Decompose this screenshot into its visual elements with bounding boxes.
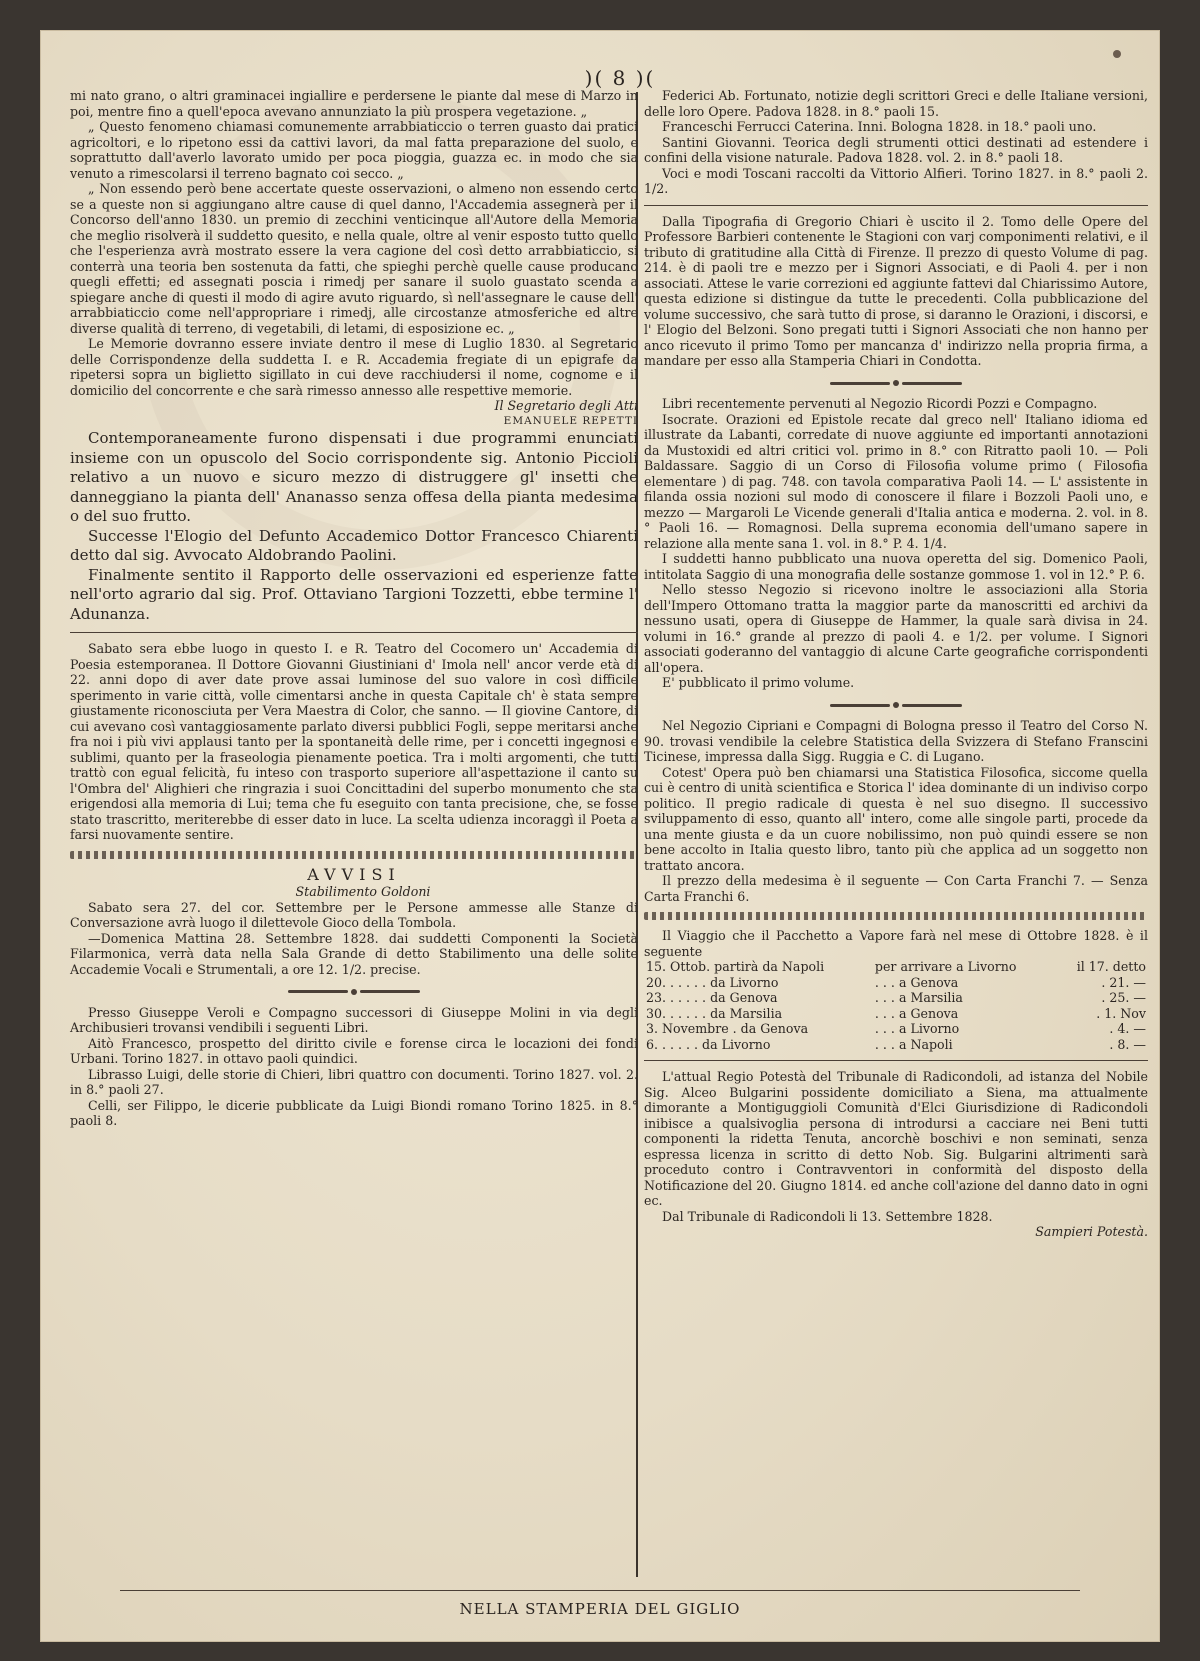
signature-title: Il Segretario degli Atti <box>494 398 638 413</box>
section-rule <box>644 1060 1148 1061</box>
section-rule <box>644 205 1148 206</box>
paragraph: Le Memorie dovranno essere inviate dentro il mese di Luglio 1830. al Segretario delle Corrispondenze della suddetta I. e R. Accademia fregiate di un epigrafe da ripetersi sopra un biglietto sigillato in cui deve racchiudersi il nome, cognome e il domicilio del concorrente e che sarà rimesso annesso alle respettive memorie. <box>70 336 638 398</box>
paragraph: I suddetti hanno pubblicato una nuova operetta del sig. Domenico Paoli, intitolata Saggio di una monografia delle sostanze gommose 1. vol in 12.° P. 6. <box>644 551 1148 582</box>
section-heading: AVVISI <box>307 864 401 884</box>
table-row <box>644 990 1148 1006</box>
paragraph: Il prezzo della medesima è il seguente — Con Carta Franchi 7. — Senza Carta Franchi 6. <box>644 873 1148 904</box>
right-column <box>644 88 1148 1240</box>
schedule-arrival: . . . a Genova <box>874 1005 959 1021</box>
table-row <box>644 1006 1148 1022</box>
book-entry: Aitò Francesco, prospetto del diritto civile e forense circa le locazioni dei fondi Urbani. Torino 1827. in ottavo paoli quindici. <box>70 1035 638 1066</box>
book-entry: Santini Giovanni. Teorica degli strumenti ottici destinati ad estendere i confini della visione naturale. Padova 1828. vol. 2. in 8.° paoli 18. <box>644 134 1148 165</box>
schedule-date: . 8. — <box>1109 1036 1146 1052</box>
book-entry: Federici Ab. Fortunato, notizie degli scrittori Greci e delle Italiane versioni, delle loro Opere. Padova 1828. in 8.° paoli 15. <box>644 88 1148 119</box>
table-row <box>644 1021 1148 1037</box>
footer-rule <box>120 1590 1080 1591</box>
book-entry: Franceschi Ferrucci Caterina. Inni. Bologna 1828. in 18.° paoli uno. <box>662 119 1097 134</box>
section-rule <box>70 632 638 633</box>
paragraph: „ Non essendo però bene accertate queste osservazioni, o almeno non essendo certo se a queste non si aggiungano altre cause di quel danno, l'Accademia assegnerà per il Concorso dell'anno 1830. un premio di zecchini venticinque all'Autore della Memoria che meglio risolverà il suddetto quesito, e nella quale, oltre al venir esposto tutto quello che l'esperienza avrà mostrato essere la vera cagione del così detto arrabbiaticcio, si conterrà una teoria ben sostenuta da fatti, che spieghi perchè quelle cause producano quegli effetti; ed assegnati poscia i rimedj per sanare il suolo guastato scenda a spiegare anche di questi il modo di agire avuto riguardo, sì nell'assegnare le cause dell' arrabbiaticcio come nell'appropriare i rimedj, alle circostanze atmosferiche ed altre diverse qualità di terreno, di vegetabili, di letami, di esposizione ec. „ <box>70 181 638 336</box>
steamer-schedule <box>644 959 1148 1052</box>
ornamental-rule <box>644 912 1148 920</box>
schedule-date: . 4. — <box>1109 1021 1146 1036</box>
ornamental-rule <box>70 851 638 859</box>
signature-name: EMANUELE REPETTI <box>503 414 638 427</box>
paragraph: Nello stesso Negozio si ricevono inoltre le associazioni alla Storia dell'Impero Ottomano tratta la maggior parte da manoscritti ed archivi da nessuno usati, opera di Giuseppe de Hammer, la quale sarà divisa in 24. volumi in 16.° grande al prezzo di paoli 4. e 1/2. per volume. I Signori associati goderanno del vantaggio di alcune Carte geografiche corrispondenti all'opera. <box>644 582 1148 675</box>
table-row <box>644 975 1148 991</box>
schedule-arrival: per arrivare a Livorno <box>874 959 1017 974</box>
paragraph: Libri recentemente pervenuti al Negozio Ricordi Pozzi e Compagno. <box>662 396 1098 411</box>
paragraph: mi nato grano, o altri graminacei ingiallire e perdersene le piante dal mese di Marzo in poi, mentre fino a quell'epoca avevano annunziato la più prospera vegetazione. „ <box>70 88 638 119</box>
printer-imprint: NELLA STAMPERIA DEL GIGLIO <box>459 1600 741 1618</box>
section-subheading: Stabilimento Goldoni <box>295 884 431 899</box>
paragraph: Isocrate. Orazioni ed Epistole recate dal greco nell' Italiano idioma ed illustrate da Labanti, corredate di nuove aggiunte ed importanti annotazioni da Mustoxidi ed altri critici vol. primo in 8.° con Ritratto paoli 10. — Poli Baldassare. Saggio di un Corso di Filosofia volume primo ( Filosofia elementare ) di pag. 748. con tavola comparativa Paoli 14. — L' assistente in filanda ossia nozioni sul modo di conoscere il filare i Bozzoli Paoli uno, e mezzo — Margaroli Le Vicende generali d'Italia antica e moderna. 2. vol. in 8.° Paoli 16. — Romagnosi. Della suprema economia dell'umano sapere in relazione alla mente sana 1. vol. in 8.° P. 4. 1/4. <box>644 411 1148 551</box>
ornament-divider <box>70 983 638 999</box>
schedule-departure: 30. . . . . . da Marsilia <box>646 1005 783 1021</box>
paragraph: „ Questo fenomeno chiamasi comunemente arrabbiaticcio o terren guasto dai pratici agricoltori, e lo ripetono essi da cattivi lavori, da mal fatta preparazione del suolo, e soprattutto dall'averlo lavorato umido per poca pioggia, guazza ec. in modo che sia venuto a rimescolarsi il terreno bagnato coi secco. „ <box>70 119 638 181</box>
book-entry: Librasso Luigi, delle storie di Chieri, libri quattro con documenti. Torino 1827. vol. 2. in 8.° paoli 27. <box>70 1066 638 1097</box>
book-entry: Celli, ser Filippo, le dicerie pubblicate da Luigi Biondi romano Torino 1825. in 8.° paoli 8. <box>70 1097 638 1128</box>
schedule-arrival: . . . a Marsilia <box>874 990 963 1005</box>
paragraph: —Domenica Mattina 28. Settembre 1828. dai suddetti Componenti la Società Filarmonica, verrà data nella Sala Grande di detto Stabilimento una delle solite Accademie Vocali e Strumentali, a ore 12. 1/2. precise. <box>70 930 638 977</box>
paragraph: Sabato sera 27. del cor. Settembre per le Persone ammesse alle Stanze di Conversazione avrà luogo il dilettevole Gioco della Tombola. <box>70 899 638 930</box>
paragraph: Finalmente sentito il Rapporto delle osservazioni ed esperienze fatte nell'orto agrario dal sig. Prof. Ottaviano Targioni Tozzetti, ebbe termine l' Adunanza. <box>70 565 638 623</box>
schedule-arrival: . . . a Genova <box>874 974 959 990</box>
chiari-notice: Dalla Tipografia di Gregorio Chiari è uscito il 2. Tomo delle Opere del Professore Barbieri contenente le Stagioni con varj componimenti relativi, e il tributo di gratitudine alla Città di Firenze. Il prezzo di questo Volume di pag. 214. è di paoli tre e mezzo per i Signori Associati, e di Paoli 4. per i non associati. Attese le varie correzioni ed aggiunte fattevi dal Chiarissimo Autore, questa edizione si distingue da tutte le precedenti. Colla pubblicazione del volume successivo, che sarà tutto di prose, si daranno le Orazioni, i discorsi, e l' Elogio del Belzoni. Sono pregati tutti i Signori Associati che non hanno per anco ricevuto il primo Tomo per mancanza d' indirizzo nella propria firma, a mandare per esso alla Stamperia Chiari in Condotta. <box>644 213 1148 368</box>
schedule-arrival: . . . a Napoli <box>874 1036 953 1052</box>
notice-signature: Sampieri Potestà. <box>1035 1224 1148 1239</box>
schedule-departure: 20. . . . . . da Livorno <box>646 974 779 990</box>
schedule-date: . 21. — <box>1101 974 1146 990</box>
table-row <box>644 959 1148 975</box>
schedule-date: il 17. detto <box>1076 959 1146 974</box>
schedule-departure: 6. . . . . . da Livorno <box>646 1036 771 1052</box>
ornament-divider <box>644 375 1148 391</box>
notice-date: Dal Tribunale di Radicondoli li 13. Settembre 1828. <box>662 1208 993 1224</box>
paragraph: E' pubblicato il primo volume. <box>662 675 855 690</box>
schedule-date: . 1. Nov <box>1096 1005 1146 1021</box>
book-entry: Voci e modi Toscani raccolti da Vittorio Alfieri. Torino 1827. in 8.° paoli 2. 1/2. <box>644 165 1148 196</box>
paragraph: Contemporaneamente furono dispensati i due programmi enunciati insieme con un opuscolo del Socio corrispondente sig. Antonio Piccioli relativo a un nuovo e sicuro mezzo di distruggere gl' insetti che danneggiano la pianta dell' Ananasso senza offesa della pianta medesima o del suo frutto. <box>70 429 638 525</box>
schedule-departure: 3. Novembre . da Genova <box>646 1021 809 1036</box>
steamer-heading: Il Viaggio che il Pacchetto a Vapore farà nel mese di Ottobre 1828. è il seguente <box>644 928 1148 959</box>
schedule-date: . 25. — <box>1101 990 1146 1005</box>
schedule-departure: 15. Ottob. partirà da Napoli <box>646 959 825 974</box>
schedule-arrival: . . . a Livorno <box>874 1021 960 1036</box>
left-column <box>70 88 638 1129</box>
assembly-report <box>70 429 638 624</box>
theatre-notice: Sabato sera ebbe luogo in questo I. e R. Teatro del Cocomero un' Accademia di Poesia estemporanea. Il Dottore Giovanni Giustiniani d' Imola nell' ancor verde età di 22. anni dopo di aver date prove assai luminose del suo valore in così difficile sperimento in varie città, volle cimentarsi anche in questa Capitale ch' è stata sempre giustamente riconosciuta per Vera Maestra di Color, che sanno. — Il giovine Cantore, di cui avevano così vantaggiosamente parlato diversi pubblici Fogli, seppe meritarsi anche fra noi i più vivi applausi tanto per la spontaneità delle rime, per i concetti ingegnosi e sublimi, quanto per la fraseologia pienamente poetica. Tra i molti argomenti, che tutti trattò con egual felicità, fu inteso con trasporto superiore all'aspettazione il canto su l'Ombra del' Alighieri che ringrazia i suoi Concittadini del superbo monumento che sta erigendosi alla memoria di Lui; tema che fu eseguito con tanta precisione, che, se fosse stato trascritto, meriterebbe di esser dato in luce. La scelta udienza incoraggì il Poeta a farsi nuovamente sentire. <box>70 641 638 842</box>
paragraph: Successe l'Elogio del Defunto Accademico Dottor Francesco Chiarenti detto dal sig. Avvocato Aldobrando Paolini. <box>70 526 638 564</box>
paragraph: Presso Giuseppe Veroli e Compagno successori di Giuseppe Molini in via degli Archibusieri trovansi vendibili i seguenti Libri. <box>70 1004 638 1035</box>
ink-spot <box>1113 50 1121 58</box>
ornament-divider <box>644 697 1148 713</box>
paragraph: Nel Negozio Cipriani e Compagni di Bologna presso il Teatro del Corso N. 90. trovasi vendibile la celebre Statistica della Svizzera di Stefano Franscini Ticinese, impressa dalla Sigg. Ruggia e C. di Lugano. <box>644 718 1148 764</box>
potesta-notice: L'attual Regio Potestà del Tribunale di Radicondoli, ad istanza del Nobile Sig. Alceo Bulgarini possidente domiciliato a Siena, ma attualmente dimorante a Montiguggioli Comunità d'Elci Giurisdizione di Radicondoli inibisce a qualsivoglia persona di introdursi a cacciare nei Beni tutti componenti la ridetta Tenuta, ancorchè boschivi e non seminati, senza espressa licenza in scritto di detto Nob. Sig. Bulgarini altrimenti sarà proceduto contro i Contravventori in conformità del disposto della Notificazione del 20. Giugno 1814. ed anche coll'azione del danno dato in ogni ec. <box>644 1069 1148 1208</box>
page-number: )( 8 )( <box>584 66 656 90</box>
table-row <box>644 1037 1148 1053</box>
schedule-departure: 23. . . . . . da Genova <box>646 990 778 1005</box>
paragraph: Cotest' Opera può ben chiamarsi una Statistica Filosofica, siccome quella cui è centro di unità scientifica e Storica l' idea dominante di un indiviso corpo politico. Il pregio radicale di questa è nel suo disegno. Il successivo sviluppamento di esso, quanto all' intero, come alle singole parti, procede da una mente giusta e da un cuore nobilissimo, non può quindi essere se non bene accolto in Italia questo libro, tanto più che applica ad un soggetto non trattato ancora. <box>644 764 1148 873</box>
